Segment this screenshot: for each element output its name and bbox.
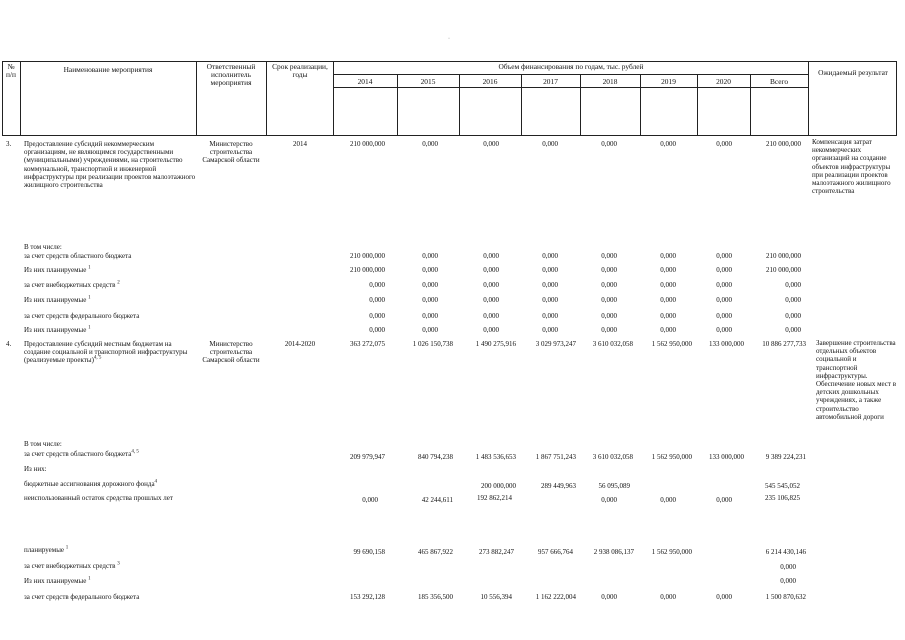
- row3-sub-cell: 0,000: [660, 296, 676, 304]
- row3-sub-cell: 0,000: [422, 312, 438, 320]
- row4-executor: Министерство строительства Самарской области: [202, 340, 260, 365]
- row3-sub-cell: 0,000: [785, 296, 801, 304]
- row3-sub-label: Из них планируемые $^1$: [24, 265, 91, 274]
- row4-term: 2014-2020: [284, 340, 316, 348]
- row3-executor: Министерство строительства Самарской области: [202, 140, 260, 165]
- header-executor: Ответственный исполнитель мероприятия: [206, 62, 256, 88]
- row3-sub-cell: 0,000: [483, 312, 499, 320]
- row3-sub-cell: 0,000: [422, 266, 438, 274]
- row4-regional-cell: 209 979,947: [350, 453, 385, 461]
- row3-value-2016: 0,000: [483, 140, 499, 148]
- row4-planned-cell: 99 690,158: [353, 548, 385, 556]
- year-total: Всего: [769, 77, 789, 86]
- row3-sub-cell: 0,000: [716, 281, 732, 289]
- row3-term: 2014: [293, 140, 307, 148]
- row4-value-2015: 1 026 150,738: [412, 340, 453, 348]
- row3-sub-cell: 210 000,000: [766, 252, 801, 260]
- row4-regional-cell: 1 867 751,243: [535, 453, 576, 461]
- row3-sub-cell: 0,000: [369, 281, 385, 289]
- row3-sub-cell: 0,000: [785, 281, 801, 289]
- header-funding: Объем финансирования по годам, тыс. рублей: [498, 62, 644, 71]
- row4-road-fund-cell: 56 095,089: [598, 482, 630, 490]
- year-2017: 2017: [543, 77, 558, 86]
- row3-sub-cell: 0,000: [369, 312, 385, 320]
- row3-sub-cell: 0,000: [422, 252, 438, 260]
- row4-unused-cell: 192 862,214: [477, 494, 512, 502]
- row3-sub-cell: 0,000: [660, 266, 676, 274]
- row3-sub-cell: 0,000: [542, 326, 558, 334]
- row4-road-fund-label: бюджетные ассигнования дорожного фонда$^4$: [24, 479, 158, 488]
- row4-extra-planned-label: Из них планируемые $^1$: [24, 576, 91, 585]
- row3-value-2015: 0,000: [422, 140, 438, 148]
- row4-result: Завершение строительства отдельных объектов социальной и транспортной инфраструктуры. Обеспечение новых мест в детских дошкольных учреждениях, а также строительство автомобильной дороги: [816, 339, 897, 421]
- year-2020: 2020: [716, 77, 731, 86]
- row3-sub-cell: 0,000: [483, 281, 499, 289]
- row4-value-2016: 1 490 275,916: [475, 340, 516, 348]
- border-result: [808, 61, 809, 136]
- border-right: [896, 61, 897, 136]
- row4-unused-cell: 42 244,611: [421, 496, 453, 504]
- row3-sub-cell: 0,000: [716, 252, 732, 260]
- row3-value-2018: 0,000: [601, 140, 617, 148]
- row3-value-total: 210 000,000: [766, 140, 801, 148]
- row3-sub-cell: 0,000: [660, 281, 676, 289]
- row3-sub-cell: 0,000: [542, 266, 558, 274]
- row3-sub-cell: 0,000: [716, 296, 732, 304]
- row4-unused-cell: 0,000: [716, 496, 732, 504]
- row3-value-2017: 0,000: [542, 140, 558, 148]
- row3-sub-cell: 0,000: [716, 326, 732, 334]
- row4-unused-cell: 0,000: [362, 496, 378, 504]
- row4-unused-cell: 0,000: [601, 496, 617, 504]
- row4-unused-label: неиспользованный остаток средства прошлых лет: [24, 494, 173, 502]
- row4-extra-label: за счет внебюджетных средств $^3$: [24, 561, 120, 570]
- year-2019: 2019: [661, 77, 676, 86]
- row3-sub-cell: 0,000: [369, 326, 385, 334]
- border-name: [196, 61, 197, 136]
- row4-extra-cell: 0,000: [780, 563, 796, 571]
- header-term: Срок реализации, годы: [272, 62, 328, 80]
- row4-planned-cell: 6 214 430,146: [765, 548, 806, 556]
- row3-sub-cell: 0,000: [601, 266, 617, 274]
- row4-planned-cell: 957 666,764: [538, 548, 573, 556]
- row4-value-2017: 3 029 973,247: [535, 340, 576, 348]
- row4-regional-cell: 9 389 224,231: [765, 453, 806, 461]
- row4-unused-cell: 235 106,825: [765, 494, 800, 502]
- row4-value-2014: 363 272,075: [350, 340, 385, 348]
- row3-sub-cell: 0,000: [601, 252, 617, 260]
- row4-planned-cell: 465 867,922: [418, 548, 453, 556]
- row4-including: В том числе:: [24, 440, 62, 448]
- row4-federal-cell: 0,000: [660, 593, 676, 601]
- row4-federal-cell: 1 162 222,004: [535, 593, 576, 601]
- row3-sub-cell: 0,000: [422, 326, 438, 334]
- row3-sub-cell: 0,000: [785, 326, 801, 334]
- row3-sub-cell: 210 000,000: [350, 266, 385, 274]
- row4-federal-cell: 185 356,500: [418, 593, 453, 601]
- row3-sub-cell: 210 000,000: [766, 266, 801, 274]
- row4-regional-cell: 3 610 032,058: [592, 453, 633, 461]
- year-2014: 2014: [357, 77, 373, 86]
- row4-federal-cell: 0,000: [601, 593, 617, 601]
- row3-sub-cell: 0,000: [716, 312, 732, 320]
- row4-regional-label: за счет средств областного бюджета$^{4, 5}$: [24, 449, 139, 458]
- row3-sub-cell: 0,000: [660, 326, 676, 334]
- table-top-border: [2, 61, 897, 62]
- row3-sub-cell: 0,000: [601, 296, 617, 304]
- row3-sub-label: Из них планируемые $^1$: [24, 325, 91, 334]
- row4-road-fund-cell: 289 449,963: [541, 482, 576, 490]
- row4-road-fund-cell: 200 000,000: [481, 482, 516, 490]
- row4-regional-cell: 1 483 536,653: [475, 453, 516, 461]
- row3-sub-label: за счет средств федерального бюджета: [24, 312, 140, 320]
- year-2018: 2018: [602, 77, 618, 86]
- row4-planned-label: планируемые $^1$: [24, 545, 69, 554]
- row4-extra-planned-cell: 0,000: [780, 577, 796, 585]
- header-bottom-border: [2, 135, 897, 136]
- row3-sub-cell: 0,000: [483, 326, 499, 334]
- row3-sub-label: за счет внебюджетных средств $^2$: [24, 280, 120, 289]
- row3-sub-cell: 0,000: [483, 296, 499, 304]
- year-2016: 2016: [482, 77, 498, 86]
- row4-name: Предоставление субсидий местным бюджетам на создание социальной и транспортной инфраструктуры (реализуемые проекты)$^{4, 5}$: [24, 340, 188, 365]
- row3-sub-cell: 0,000: [601, 326, 617, 334]
- row3-sub-cell: 0,000: [369, 296, 385, 304]
- row4-planned-cell: 2 938 086,137: [593, 548, 634, 556]
- row3-value-2020: 0,000: [716, 140, 732, 148]
- row3-sub-cell: 0,000: [422, 296, 438, 304]
- row3-sub-cell: 0,000: [422, 281, 438, 289]
- row4-value-2019: 1 562 950,000: [651, 340, 692, 348]
- row3-sub-cell: 0,000: [542, 296, 558, 304]
- row4-federal-label: за счет средств федерального бюджета: [24, 593, 140, 601]
- years-row-top: [333, 74, 808, 75]
- row4-regional-cell: 840 794,238: [418, 453, 453, 461]
- row3-sub-cell: 0,000: [542, 312, 558, 320]
- border-term: [333, 61, 334, 136]
- row3-name: Предоставление субсидий некоммерческим организациям, не являющимся государственными (муниципальными) учреждениями, на строительство коммунальной, транспортной и инженерной инфраструктуры при реализации проектов малоэтажного жилищного строительства: [24, 140, 196, 190]
- scan-speck: ·: [448, 36, 450, 42]
- row4-planned-cell: 1 562 950,000: [651, 548, 692, 556]
- row4-of-them: Из них:: [24, 465, 47, 473]
- header-num: № п/п: [6, 62, 16, 80]
- row4-federal-cell: 10 556,394: [480, 593, 512, 601]
- row3-sub-cell: 0,000: [542, 281, 558, 289]
- row4-planned-cell: 273 882,247: [479, 548, 514, 556]
- year-2015: 2015: [420, 77, 436, 86]
- row3-sub-cell: 0,000: [542, 252, 558, 260]
- row3-sub-cell: 0,000: [785, 312, 801, 320]
- row3-sub-cell: 0,000: [660, 252, 676, 260]
- row3-result: Компенсация затрат некоммерческих организаций на создание объектов инфраструктуры при реализации проектов малоэтажного жилищного строительства: [812, 138, 891, 196]
- header-result: Ожидаемый результат: [818, 68, 888, 77]
- row4-federal-cell: 153 292,128: [350, 593, 385, 601]
- row3-sub-label: Из них планируемые $^1$: [24, 295, 91, 304]
- row4-unused-cell: 0,000: [660, 496, 676, 504]
- row3-sub-cell: 0,000: [483, 252, 499, 260]
- row3-sub-cell: 210 000,000: [350, 252, 385, 260]
- row3-sub-cell: 0,000: [660, 312, 676, 320]
- row3-including: В том числе:: [24, 243, 62, 251]
- row4-federal-cell: 1 500 870,632: [765, 593, 806, 601]
- row4-value-2020: 133 000,000: [709, 340, 744, 348]
- row4-road-fund-cell: 545 545,052: [765, 482, 800, 490]
- header-name: Наименование мероприятия: [63, 65, 153, 74]
- row3-value-2014: 210 000,000: [350, 140, 385, 148]
- row3-sub-cell: 0,000: [601, 312, 617, 320]
- row3-sub-cell: 0,000: [601, 281, 617, 289]
- row3-sub-label: за счет средств областного бюджета: [24, 252, 132, 260]
- row4-federal-cell: 0,000: [716, 593, 732, 601]
- row3-sub-cell: 0,000: [483, 266, 499, 274]
- row3-num: 3.: [6, 140, 12, 148]
- row4-value-2018: 3 610 032,058: [592, 340, 633, 348]
- row4-regional-cell: 133 000,000: [709, 453, 744, 461]
- row4-value-total: 10 886 277,733: [762, 340, 806, 348]
- row3-sub-cell: 0,000: [716, 266, 732, 274]
- row3-value-2019: 0,000: [660, 140, 676, 148]
- years-row-bottom: [333, 87, 808, 88]
- row4-num: 4.: [6, 340, 12, 348]
- row4-regional-cell: 1 562 950,000: [651, 453, 692, 461]
